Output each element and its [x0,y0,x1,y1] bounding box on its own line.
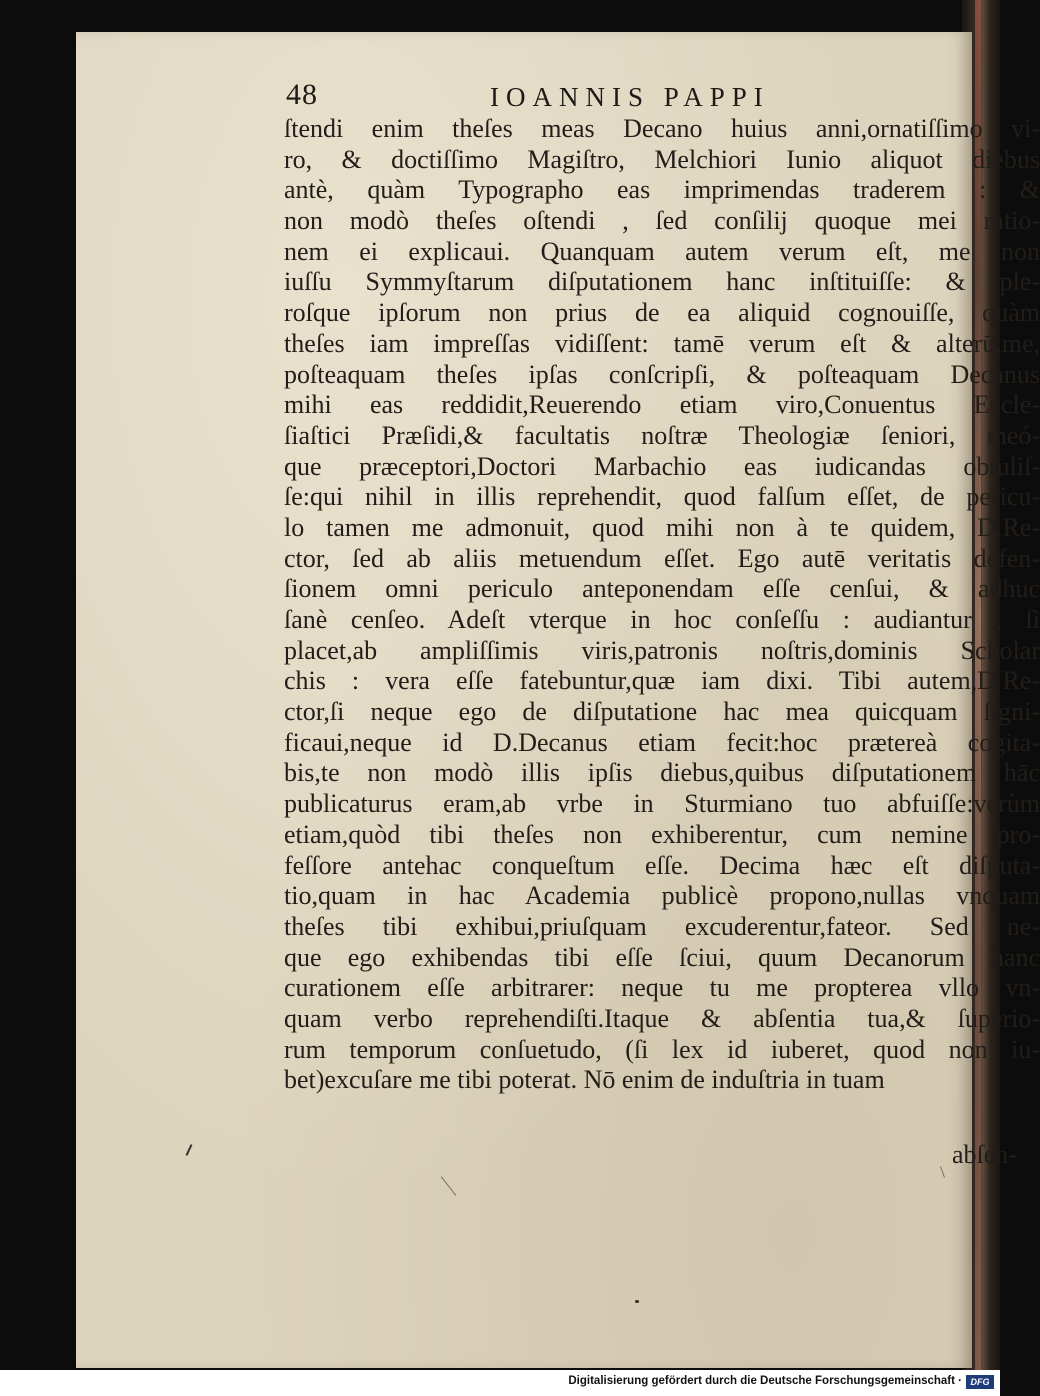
text-line: publicaturus eram,ab vrbe in Sturmiano tuo abfuiſſe:verùm [284,789,1040,819]
text-line: lo tamen me admonuit, quod mihi non à te quidem, D.Re- [284,512,1040,542]
text-line: bis,te non modò illis ipſis diebus,quibus diſputationem hāc [284,758,1040,788]
text-line: theſes tibi exhibui,priuſquam excuderentur,fateor. Sed ne- [284,911,1040,941]
text-line: ctor,ſi neque ego de diſputatione hac mea quicquam ſigni- [284,697,1040,727]
text-line: mihi eas reddidit,Reuerendo etiam viro,Conuentus Eccle- [284,390,1040,420]
text-line: ſtendi enim theſes meas Decano huius anni,ornatiſſimo vi- [284,114,1040,143]
text-line: ſe:qui nihil in illis reprehendit, quod falſum eſſet, de pericu- [284,482,1040,512]
text-line: non modò theſes oſtendi , ſed conſilij quoque mei ratio- [284,206,1040,236]
text-line: ro, & doctiſſimo Magiſtro, Melchiori Iunio aliquot diebus [284,144,1040,174]
text-line: ſiaſtici Præſidi,& facultatis noſtræ Theologiæ ſeniori, meó- [284,420,1040,450]
text-line: curationem eſſe arbitrarer: neque tu me propterea vllo vn- [284,973,1040,1003]
text-line: feſſore antehac conqueſtum eſſe. Decima hæc eſt diſputa- [284,850,1040,880]
text-line: quam verbo reprehendiſti.Itaque & abſentia tua,& ſuperio- [284,1003,1040,1033]
text-line: poſteaquam theſes ipſas conſcripſi, & poſteaquam Decanus [284,359,1040,389]
funding-credit: Digitalisierung gefördert durch die Deutsche Forschungsgemeinschaft · [568,1375,962,1387]
text-line: theſes iam impreſſas vidiſſent: tamē verum eſt & alterū,me, [284,328,1040,358]
page-number: 48 [286,78,318,111]
text-line: que præceptori,Doctori Marbachio eas iudicandas obtuliſ- [284,451,1040,481]
text-line: antè, quàm Typographo eas imprimendas traderem : & [284,175,1040,205]
text-body [284,114,1040,1096]
text-line: que ego exhibendas tibi eſſe ſciui, quum Decanorum hanc [284,942,1040,972]
text-line: placet,ab ampliſſimis viris,patronis noſtris,dominis Scholar [284,635,1040,665]
text-line: ſanè cenſeo. Adeſt vterque in hoc conſeſſu : audiantur , ſi [284,605,1040,634]
paper-mark [940,1166,945,1178]
text-line: bet)excuſare me tibi poterat. Nō enim de induſtria in tuam [284,1065,885,1095]
text-line: chis : vera eſſe fatebuntur,quæ iam dixi. Tibi autem,D.Re- [284,666,1040,696]
text-line: ctor, ſed ab aliis metuendum eſſet. Ego autē veritatis defen- [284,543,1040,573]
text-line: ſionem omni periculo anteponendam eſſe cenſui, & adhuc [284,574,1040,604]
running-head [286,78,886,118]
text-line: etiam,quòd tibi theſes non exhiberentur, cum nemine pro- [284,819,1040,849]
footer-bar [0,1370,1000,1396]
dfg-logo: DFG [966,1375,994,1389]
text-line: roſque ipſorum non prius de ea aliquid cognouiſſe, quàm [284,298,1040,328]
text-line: rum temporum conſuetudo, (ſi lex id iuberet, quod non iu- [284,1034,1040,1064]
catchword: abſen- [952,1140,1017,1169]
paper-mark [441,1176,457,1196]
book-page [76,32,1040,1368]
text-line: iuſſu Symmyſtarum diſputationem hanc inſtituiſſe: & ple- [284,267,1040,297]
paper-mark [635,1300,639,1303]
text-line: nem ei explicaui. Quanquam autem verum eſt, me non [284,236,1040,266]
text-line: tio,quam in hac Academia publicè propono,nullas vnquam [284,881,1040,911]
running-title: IOANNIS PAPPI [490,82,770,112]
text-line: ficaui,neque id D.Decanus etiam fecit:hoc prætereà cogita- [284,727,1040,757]
paper-mark [186,1144,193,1156]
